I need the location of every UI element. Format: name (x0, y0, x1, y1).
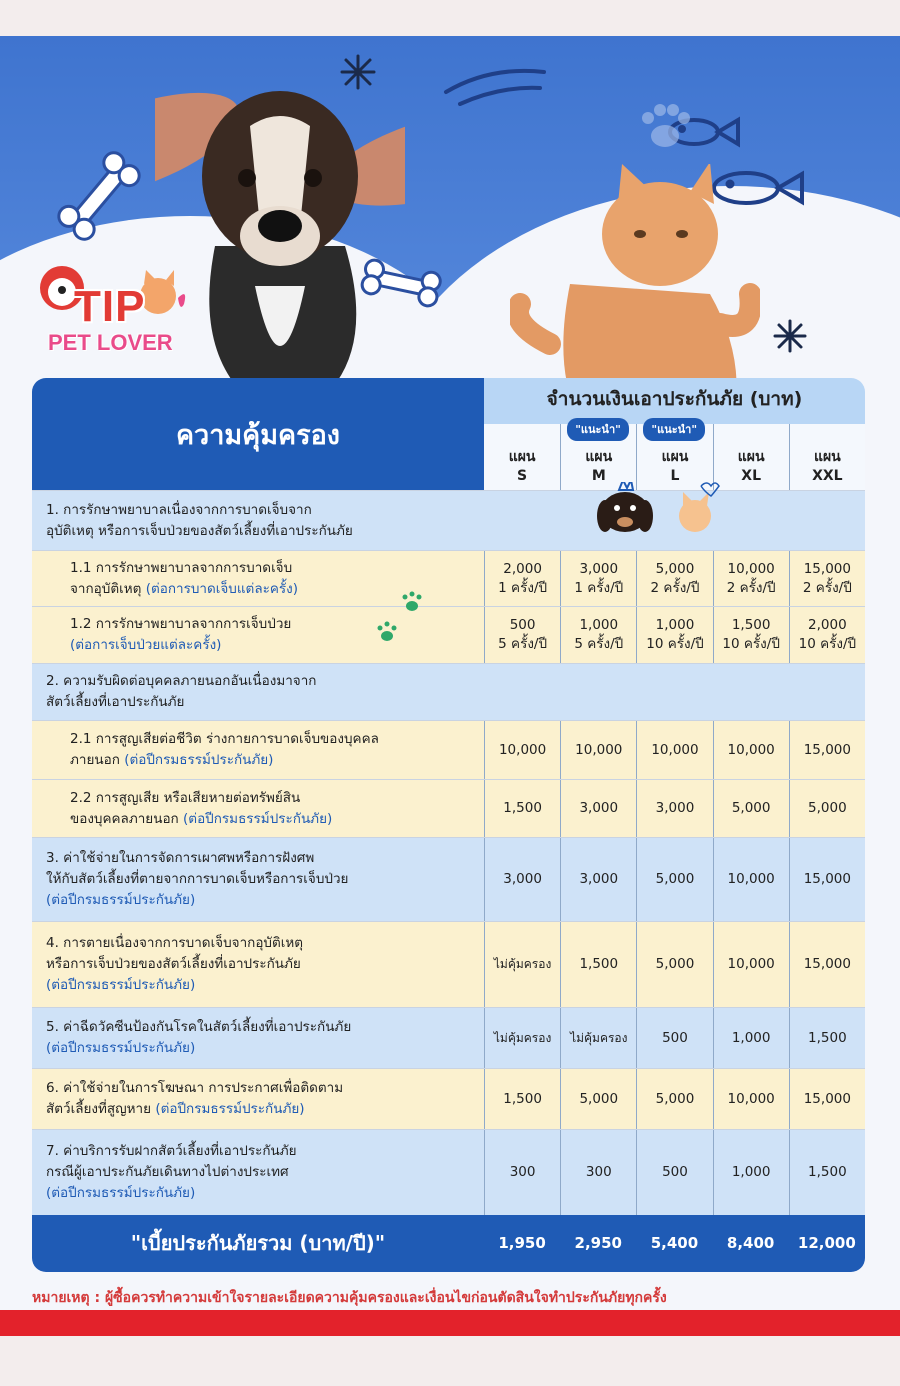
total-premium-label: "เบี้ยประกันภัยรวม (บาท/ปี)" (130, 1231, 386, 1255)
value-cell (713, 721, 789, 779)
amount-header-block (484, 378, 865, 490)
plan-column-xl (713, 424, 789, 490)
amount-value: 500 (509, 617, 536, 633)
amount-value: 1,000 (731, 1164, 771, 1180)
coverage-line (46, 1183, 470, 1204)
row-values (484, 721, 865, 779)
coverage-text: 1. การรักษาพยาบาลเนื่องจากการบาดเจ็บจาก (46, 501, 312, 518)
amount-value: 10,000 (727, 871, 775, 887)
value-cell (713, 1130, 789, 1215)
amount-value: 10,000 (727, 1090, 775, 1107)
value-cell (713, 551, 789, 606)
coverage-text: 3. ค่าใช้จ่ายในการจัดการเผาศพหรือการฝังศพ (46, 850, 315, 866)
table-row (32, 490, 865, 550)
sparkle-icon (772, 318, 808, 354)
plan-word: แผน (585, 449, 613, 465)
coverage-text: 2.1 การสูญเสียต่อชีวิต ร่างกายการบาดเจ็บของบุคคล (70, 731, 379, 747)
coverage-note: (ต่อการเจ็บป่วยแต่ละครั้ง) (70, 637, 222, 653)
frequency-value: 5 ครั้ง/ปี (498, 636, 548, 652)
table-row (32, 606, 865, 663)
coverage-note: (ต่อปีกรมธรรม์ประกันภัย) (46, 892, 196, 908)
value-cell (484, 607, 560, 663)
coverage-line (70, 809, 470, 830)
logo-subtitle: PET LOVER (48, 330, 173, 355)
coverage-text: 5. ค่าฉีดวัคซีนป้องกันโรคในสัตว์เลี้ยงที่เอาประกันภัย (46, 1019, 352, 1035)
total-value-cell: 8,400 (726, 1234, 775, 1252)
amount-value: 10,000 (498, 741, 547, 758)
coverage-label (32, 780, 484, 837)
amount-value: 10,000 (575, 741, 623, 758)
value-cell (560, 1069, 636, 1129)
green-paw-icon (372, 588, 432, 648)
plan-column-s (484, 424, 560, 490)
value-cell (484, 838, 560, 921)
value-cell (484, 780, 560, 837)
row-values (484, 922, 865, 1007)
dog-image (155, 86, 405, 406)
coverage-text: สัตว์เลี้ยงที่เอาประกันภัย (46, 694, 185, 710)
amount-value: ไม่คุ้มครอง (570, 1030, 628, 1045)
amount-value: 5,000 (579, 1090, 619, 1107)
total-premium-row (32, 1215, 865, 1272)
coverage-label (32, 1008, 484, 1068)
row-values (484, 1069, 865, 1129)
plan-columns (484, 424, 865, 490)
coverage-text: 1.2 การรักษาพยาบาลจากการเจ็บป่วย (70, 616, 292, 632)
bottom-stripe (0, 1310, 900, 1336)
amount-value: 5,000 (731, 800, 771, 816)
amount-value: 1,000 (655, 617, 695, 633)
amount-value: 1,500 (579, 956, 619, 972)
frequency-value: 10 ครั้ง/ปี (646, 636, 704, 652)
amount-value: 10,000 (727, 956, 775, 972)
coverage-note: (ต่อการบาดเจ็บแต่ละครั้ง) (145, 580, 298, 597)
table-row (32, 663, 865, 720)
amount-value: 1,500 (503, 800, 542, 816)
plan-column-l (636, 424, 712, 490)
value-cell (789, 551, 865, 606)
amount-value: 3,000 (503, 871, 542, 887)
table-row (32, 550, 865, 606)
coverage-text: ให้กับสัตว์เลี้ยงที่ตายจากการบาดเจ็บหรือการเจ็บป่วย (46, 871, 349, 887)
amount-value: 5,000 (808, 800, 847, 816)
coverage-label (32, 838, 484, 921)
coverage-header: ความคุ้มครอง (32, 378, 484, 490)
coverage-label (32, 1069, 484, 1129)
paw-print-icon (630, 96, 700, 156)
amount-value: ไม่คุ้มครอง (493, 957, 552, 971)
amount-value: 500 (662, 1029, 688, 1046)
amount-value: 5,000 (655, 560, 695, 577)
value-cell (560, 1130, 636, 1215)
value-cell (713, 922, 789, 1007)
amount-value: 15,000 (803, 741, 851, 758)
coverage-line (46, 1099, 470, 1120)
plan-code: M (591, 468, 606, 484)
row-values (484, 607, 865, 663)
frequency-value: 2 ครั้ง/ปี (650, 579, 700, 596)
amount-value: 1,500 (808, 1164, 847, 1180)
plan-code: XL (741, 468, 762, 484)
amount-value: 2,000 (808, 617, 847, 633)
row-values (484, 838, 865, 921)
coverage-note: (ต่อปีกรมธรรม์ประกันภัย) (124, 752, 274, 768)
value-cell (789, 922, 865, 1007)
row-values (484, 551, 865, 606)
value-cell (636, 607, 712, 663)
total-value-cell: 12,000 (797, 1234, 856, 1252)
amount-value: 1,500 (731, 617, 771, 633)
amount-value: 15,000 (803, 560, 851, 577)
frequency-value: 10 ครั้ง/ปี (722, 636, 780, 652)
amount-value: ไม่คุ้มครอง (493, 1030, 552, 1045)
plan-column-xxl (789, 424, 865, 490)
coverage-label (32, 491, 865, 550)
total-value-cell: 1,950 (498, 1234, 546, 1252)
value-cell (560, 1008, 636, 1068)
total-value-cell: 2,950 (574, 1234, 622, 1252)
coverage-text: อุบัติเหตุ หรือการเจ็บป่วยของสัตว์เลี้ยงที่เอาประกันภัย (46, 522, 353, 539)
coverage-label (32, 922, 484, 1007)
frequency-value: 2 ครั้ง/ปี (726, 579, 776, 596)
amount-value: 5,000 (655, 871, 695, 887)
amount-header: จำนวนเงินเอาประกันภัย (บาท) (546, 388, 803, 410)
amount-value: 300 (509, 1164, 536, 1180)
amount-value: 10,000 (727, 560, 775, 577)
amount-value: 500 (662, 1164, 688, 1180)
total-values (484, 1215, 865, 1272)
table-body (32, 490, 865, 1272)
recommended-badge: "แนะนำ" (567, 418, 629, 441)
coverage-line (46, 975, 470, 996)
value-cell (789, 1069, 865, 1129)
plan-word: แผน (508, 449, 536, 465)
total-value-cell: 5,400 (650, 1234, 699, 1252)
bone-icon (44, 136, 154, 256)
value-cell (789, 838, 865, 921)
amount-value: 10,000 (651, 741, 699, 758)
coverage-text: สัตว์เลี้ยงที่สูญหาย (46, 1101, 152, 1117)
coverage-note: (ต่อปีกรมธรรม์ประกันภัย) (183, 810, 333, 827)
plan-word: แผน (813, 449, 841, 465)
coverage-text: 1.1 การรักษาพยาบาลจากการบาดเจ็บ (70, 559, 293, 576)
poster (0, 36, 900, 1336)
value-cell (560, 551, 636, 606)
value-cell (789, 607, 865, 663)
value-cell (636, 780, 712, 837)
value-cell (789, 780, 865, 837)
plan-code: S (517, 468, 528, 484)
value-cell (789, 1130, 865, 1215)
coverage-line (70, 750, 470, 771)
coverage-note: (ต่อปีกรมธรรม์ประกันภัย) (46, 977, 196, 993)
amount-value: 10,000 (727, 741, 775, 758)
wind-lines-icon (440, 56, 550, 106)
value-cell (636, 721, 712, 779)
coverage-note: (ต่อปีกรมธรรม์ประกันภัย) (46, 1185, 196, 1201)
coverage-label (32, 721, 484, 779)
amount-value: 15,000 (803, 956, 851, 972)
value-cell (636, 1069, 712, 1129)
plan-code: L (670, 468, 680, 484)
plan-code: XXL (812, 468, 843, 484)
amount-value: 300 (585, 1164, 612, 1180)
value-cell (636, 551, 712, 606)
coverage-text: 6. ค่าใช้จ่ายในการโฆษณา การประกาศเพื่อติดตาม (46, 1080, 344, 1096)
coverage-text: ภายนอก (70, 752, 120, 768)
amount-value: 3,000 (579, 560, 619, 577)
coverage-text: 2. ความรับผิดต่อบุคคลภายนอกอันเนื่องมาจาก (46, 673, 317, 689)
value-cell (484, 922, 560, 1007)
row-values (484, 1008, 865, 1068)
amount-value: 3,000 (579, 871, 619, 887)
coverage-label (32, 664, 865, 720)
logo-text: TIP (74, 282, 146, 331)
amount-value: 5,000 (655, 956, 695, 972)
value-cell (789, 1008, 865, 1068)
value-cell (560, 922, 636, 1007)
amount-value: 15,000 (803, 871, 851, 887)
amount-value: 2,000 (503, 560, 542, 577)
amount-value: 1,500 (808, 1029, 847, 1046)
row-values (484, 780, 865, 837)
amount-value: 1,000 (579, 617, 619, 633)
value-cell (713, 1008, 789, 1068)
value-cell (484, 1130, 560, 1215)
coverage-label (32, 1130, 484, 1215)
plan-word: แผน (661, 449, 689, 465)
frequency-value: 10 ครั้ง/ปี (798, 636, 857, 652)
value-cell (484, 551, 560, 606)
coverage-text: ของบุคคลภายนอก (70, 810, 179, 827)
value-cell (560, 607, 636, 663)
table-row (32, 1007, 865, 1068)
frequency-value: 5 ครั้ง/ปี (574, 636, 624, 652)
amount-value: 1,000 (731, 1029, 771, 1046)
value-cell (560, 780, 636, 837)
table-row (32, 921, 865, 1007)
value-cell (484, 1008, 560, 1068)
row-values (484, 1130, 865, 1215)
amount-value: 5,000 (655, 1090, 695, 1107)
value-cell (713, 838, 789, 921)
frequency-value: 1 ครั้ง/ปี (574, 579, 624, 596)
coverage-text: 7. ค่าบริการรับฝากสัตว์เลี้ยงที่เอาประกันภัย (46, 1143, 297, 1159)
plan-word: แผน (737, 449, 765, 465)
recommended-badge: "แนะนำ" (643, 418, 705, 441)
footnote: หมายเหตุ : ผู้ซื้อควรทำความเข้าใจรายละเอียดความคุ้มครองและเงื่อนไขก่อนตัดสินใจทำประกันภัยทุกครั้ง (32, 1290, 667, 1306)
pets-illustration (597, 482, 727, 536)
coverage-note: (ต่อปีกรมธรรม์ประกันภัย) (155, 1101, 305, 1117)
table-row (32, 1068, 865, 1129)
value-cell (713, 1069, 789, 1129)
value-cell (789, 721, 865, 779)
value-cell (560, 721, 636, 779)
value-cell (560, 838, 636, 921)
value-cell (636, 1008, 712, 1068)
brand-logo (32, 258, 192, 368)
coverage-line (46, 1038, 470, 1059)
table-header (32, 378, 865, 490)
frequency-value: 1 ครั้ง/ปี (498, 579, 548, 596)
value-cell (636, 922, 712, 1007)
value-cell (713, 607, 789, 663)
amount-value: 3,000 (579, 800, 619, 816)
coverage-table (32, 378, 865, 1272)
table-row (32, 779, 865, 837)
coverage-text: กรณีผู้เอาประกันภัยเดินทางไปต่างประเทศ (46, 1164, 289, 1180)
value-cell (713, 780, 789, 837)
value-cell (484, 1069, 560, 1129)
coverage-text: หรือการเจ็บป่วยของสัตว์เลี้ยงที่เอาประกันภัย (46, 956, 301, 972)
table-row (32, 720, 865, 779)
value-cell (484, 721, 560, 779)
amount-value: 3,000 (655, 800, 695, 816)
coverage-note: (ต่อปีกรมธรรม์ประกันภัย) (46, 1040, 196, 1056)
frequency-value: 2 ครั้ง/ปี (802, 579, 852, 596)
coverage-line (46, 890, 470, 911)
value-cell (636, 1130, 712, 1215)
table-row (32, 837, 865, 921)
table-row (32, 1129, 865, 1215)
value-cell (636, 838, 712, 921)
plan-column-m (560, 424, 636, 490)
amount-value: 1,500 (503, 1090, 542, 1107)
coverage-text: 4. การตายเนื่องจากการบาดเจ็บจากอุบัติเหตุ (46, 935, 304, 951)
amount-value: 15,000 (803, 1090, 851, 1107)
coverage-text: จากอุบัติเหตุ (70, 580, 142, 597)
coverage-text: 2.2 การสูญเสีย หรือเสียหายต่อทรัพย์สิน (70, 789, 301, 806)
